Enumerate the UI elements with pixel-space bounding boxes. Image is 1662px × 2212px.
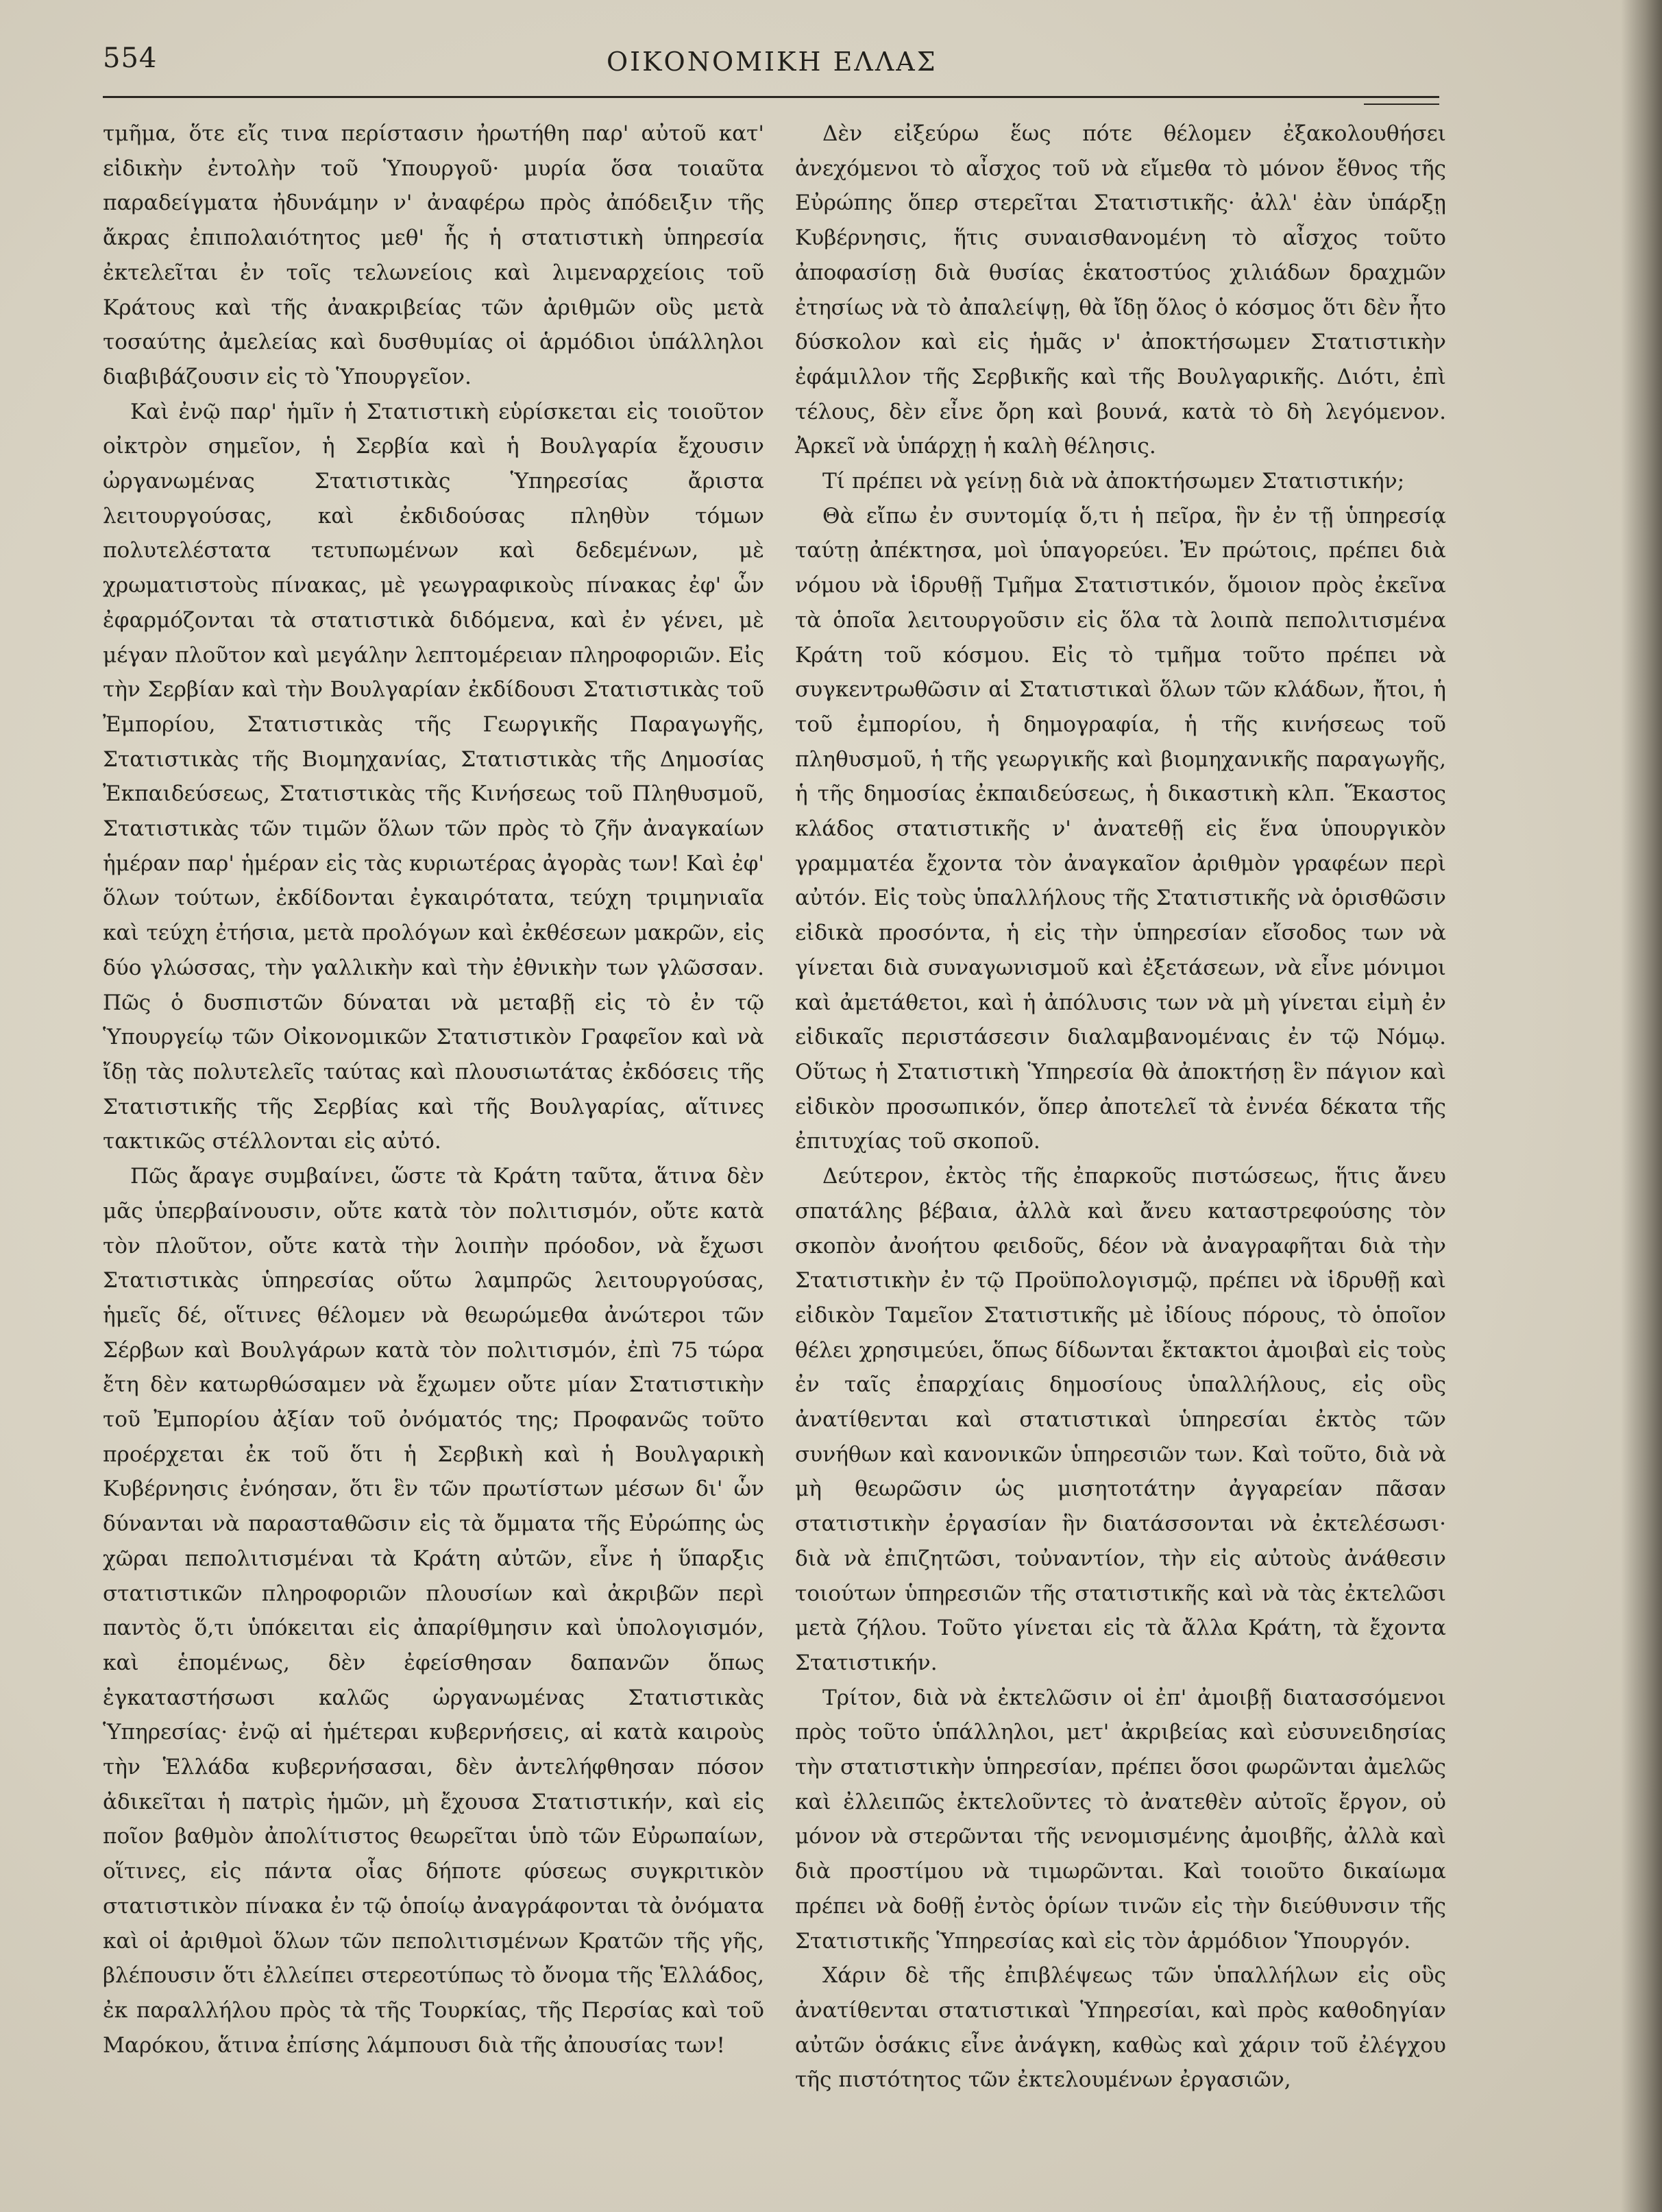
paragraph: Τρίτον, διὰ νὰ ἐκτελῶσιν οἱ ἐπ' ἀμοιβῇ διατασσόμενοι πρὸς τοῦτο ὑπάλληλοι, μετ' ἀκριβείας καὶ εὐσυνειδησίας τὴν στατιστικὴν ὑπηρεσίαν, πρέπει ὅσοι φωρῶνται ἀμελῶς καὶ ἐλλειπῶς ἐκτελοῦντες τὸ ἀνατεθὲν αὐτοῖς ἔργον, οὐ μόνον νὰ στερῶνται τῆς νενομισμένης ἀμοιβῆς, ἀλλὰ καὶ διὰ προστίμου νὰ τιμωρῶνται. Καὶ τοιοῦτο δικαίωμα πρέπει νὰ δοθῇ ἐντὸς ὁρίων τινῶν εἰς τὴν διεύθυνσιν τῆς Στατιστικῆς Ὑπηρεσίας καὶ εἰς τὸν ἁρμόδιον Ὑπουργόν. xyxy=(795,1685,1446,1954)
page-header xyxy=(103,42,1439,84)
paragraph: Τί πρέπει νὰ γείνῃ διὰ νὰ ἀποκτήσωμεν Στατιστικήν; xyxy=(822,469,1405,494)
page-gutter-shadow xyxy=(1621,0,1662,2212)
right-column xyxy=(795,117,1446,2159)
paragraph: Χάριν δὲ τῆς ἐπιβλέψεως τῶν ὑπαλλήλων εἰς οὓς ἀνατίθενται στατιστικαὶ Ὑπηρεσίαι, καὶ πρὸς καθοδηγίαν αὐτῶν ὁσάκις εἶνε ἀνάγκη, καθὼς καὶ χάριν τοῦ ἐλέγχου τῆς πιστότητος τῶν ἐκτελουμένων ἐργασιῶν, xyxy=(795,1963,1446,2093)
running-title: ΟΙΚΟΝΟΜΙΚΗ ΕΛΛΑΣ xyxy=(607,47,938,77)
left-column xyxy=(103,117,764,2159)
header-rule xyxy=(103,96,1439,98)
page-number: 554 xyxy=(103,42,158,74)
paragraph: Πῶς ἄραγε συμβαίνει, ὥστε τὰ Κράτη ταῦτα, ἅτινα δὲν μᾶς ὑπερβαίνουσιν, οὔτε κατὰ τὸν πολιτισμόν, οὔτε κατὰ τὸν πλοῦτον, οὔτε κατὰ τὴν λοιπὴν πρόοδον, νὰ ἔχωσι Στατιστικὰς ὑπηρεσίας οὕτω λαμπρῶς λειτουργούσας, ἡμεῖς δέ, οἵτινες θέλομεν νὰ θεωρώμεθα ἀνώτεροι τῶν Σέρβων καὶ Βουλγάρων κατὰ τὸν πολιτισμόν, ἐπὶ 75 τώρα ἔτη δὲν κατωρθώσαμεν νὰ ἔχωμεν οὔτε μίαν Στατιστικὴν τοῦ Ἐμπορίου ἀξίαν τοῦ ὀνόματός της; Προφανῶς τοῦτο προέρχεται ἐκ τοῦ ὅτι ἡ Σερβικὴ καὶ ἡ Βουλγαρικὴ Κυβέρνησις ἐνόησαν, ὅτι ἓν τῶν πρωτίστων μέσων δι' ὧν δύνανται νὰ παρασταθῶσιν εἰς τὰ ὄμματα τῆς Εὐρώπης ὡς χῶραι πεπολιτισμέναι τὰ Κράτη αὐτῶν, εἶνε ἡ ὕπαρξις στατιστικῶν πληροφοριῶν πλουσίων καὶ ἀκριβῶν περὶ παντὸς ὅ,τι ὑπόκειται εἰς ἀπαρίθμησιν καὶ ὑπολογισμόν, καὶ ἑπομένως, δὲν ἐφείσθησαν δαπανῶν ὅπως ἐγκαταστήσωσι καλῶς ὠργανωμένας Στατιστικὰς Ὑπηρεσίας· ἐνῷ αἱ ἡμέτεραι κυβερνήσεις, αἱ κατὰ καιροὺς τὴν Ἑλλάδα κυβερνήσασαι, δὲν ἀντελήφθησαν πόσον ἀδικεῖται ἡ πατρὶς ἡμῶν, μὴ ἔχουσα Στατιστικήν, καὶ εἰς ποῖον βαθμὸν ἀπολίτιστος θεωρεῖται ὑπὸ τῶν Εὐρωπαίων, οἵτινες, εἰς πάντα οἷας δήποτε φύσεως συγκριτικὸν στατιστικὸν πίνακα ἐν τῷ ὁποίῳ ἀναγράφονται τὰ ὀνόματα καὶ οἱ ἀριθμοὶ ὅλων τῶν πεπολιτισμένων Κρατῶν τῆς γῆς, βλέπουσιν ὅτι ἐλλείπει στερεοτύπως τὸ ὄνομα τῆς Ἑλλάδος, ἐκ παραλλήλου πρὸς τὰ τῆς Τουρκίας, τῆς Περσίας καὶ τοῦ Μαρόκου, ἅτινα ἐπίσης λάμπουσι διὰ τῆς ἀπουσίας των! xyxy=(103,1164,764,2058)
paragraph: Καὶ ἐνῷ παρ' ἡμῖν ἡ Στατιστικὴ εὑρίσκεται εἰς τοιοῦτον οἰκτρὸν σημεῖον, ἡ Σερβία καὶ ἡ Βουλγαρία ἔχουσιν ὠργανωμένας Στατιστικὰς Ὑπηρεσίας ἄριστα λειτουργούσας, καὶ ἐκδιδούσας πληθὺν τόμων πολυτελέστατα τετυπωμένων καὶ δεδεμένων, μὲ χρωματιστοὺς πίνακας, μὲ γεωγραφικοὺς πίνακας ἐφ' ὧν ἐφαρμόζονται τὰ στατιστικὰ διδόμενα, καὶ ἐν γένει, μὲ μέγαν πλοῦτον καὶ μεγάλην λεπτομέρειαν πληροφοριῶν. Εἰς τὴν Σερβίαν καὶ τὴν Βουλγαρίαν ἐκδίδουσι Στατιστικὰς τοῦ Ἐμπορίου, Στατιστικὰς τῆς Γεωργικῆς Παραγωγῆς, Στατιστικὰς τῆς Βιομηχανίας, Στατιστικὰς τῆς Δημοσίας Ἐκπαιδεύσεως, Στατιστικὰς τῆς Κινήσεως τοῦ Πληθυσμοῦ, Στατιστικὰς τῶν τιμῶν ὅλων τῶν πρὸς τὸ ζῆν ἀναγκαίων ἡμέραν παρ' ἡμέραν εἰς τὰς κυριωτέρας ἀγορὰς των! Καὶ ἐφ' ὅλων τούτων, ἐκδίδονται ἐγκαιρότατα, τεύχη τριμηνιαῖα καὶ τεύχη ἐτήσια, μετὰ προλόγων καὶ ἐκθέσεων μακρῶν, εἰς δύο γλώσσας, τὴν γαλλικὴν καὶ τὴν ἐθνικὴν των γλῶσσαν. Πῶς ὁ δυσπιστῶν δύναται νὰ μεταβῇ εἰς τὸ ἐν τῷ Ὑπουργείῳ τῶν Οἰκονομικῶν Στατιστικὸν Γραφεῖον καὶ νὰ ἴδῃ τὰς πολυτελεῖς ταύτας καὶ πλουσιωτάτας ἐκδόσεις τῆς Στατιστικῆς τῆς Σερβίας καὶ τῆς Βουλγαρίας, αἵτινες τακτικῶς στέλλονται εἰς αὐτό. xyxy=(103,399,764,1154)
paragraph: τμῆμα, ὅτε εἴς τινα περίστασιν ἠρωτήθη παρ' αὐτοῦ κατ' εἰδικὴν ἐντολὴν τοῦ Ὑπουργοῦ· μυρία ὅσα τοιαῦτα παραδείγματα ἠδυνάμην ν' ἀναφέρω πρὸς ἀπόδειξιν τῆς ἄκρας ἐπιπολαιότητος μεθ' ἧς ἡ στατιστικὴ ὑπηρεσία ἐκτελεῖται ἐν τοῖς τελωνείοις καὶ λιμεναρχείοις τοῦ Κράτους καὶ τῆς ἀνακριβείας τῶν ἀριθμῶν οὓς μετὰ τοσαύτης ἀμελείας καὶ δυσθυμίας οἱ ἁρμόδιοι ὑπάλληλοι διαβιβάζουσιν εἰς τὸ Ὑπουργεῖον. xyxy=(103,121,764,389)
paragraph: Θὰ εἴπω ἐν συντομίᾳ ὅ,τι ἡ πεῖρα, ἣν ἐν τῇ ὑπηρεσίᾳ ταύτῃ ἀπέκτησα, μοὶ ὑπαγορεύει. Ἐν πρώτοις, πρέπει διὰ νόμου νὰ ἱδρυθῇ Τμῆμα Στατιστικόν, ὅμοιον πρὸς ἐκεῖνα τὰ ὁποῖα λειτουργοῦσιν εἰς ὅλα τὰ λοιπὰ πεπολιτισμένα Κράτη τοῦ κόσμου. Εἰς τὸ τμῆμα τοῦτο πρέπει νὰ συγκεντρωθῶσιν αἱ Στατιστικαὶ ὅλων τῶν κλάδων, ἤτοι, ἡ τοῦ ἐμπορίου, ἡ δημογραφία, ἡ τῆς κινήσεως τοῦ πληθυσμοῦ, ἡ τῆς γεωργικῆς καὶ βιομηχανικῆς παραγωγῆς, ἡ τῆς δημοσίας ἐκπαιδεύσεως, ἡ δικαστικὴ κλπ. Ἕκαστος κλάδος στατιστικῆς ν' ἀνατεθῇ εἰς ἕνα ὑπουργικὸν γραμματέα ἔχοντα τὸν ἀναγκαῖον ἀριθμὸν γραφέων περὶ αὐτόν. Εἰς τοὺς ὑπαλλήλους τῆς Στατιστικῆς νὰ ὁρισθῶσιν εἰδικὰ προσόντα, ἡ εἰς τὴν ὑπηρεσίαν εἴσοδος των νὰ γίνεται διὰ συναγωνισμοῦ καὶ ἐξετάσεων, νὰ εἶνε μόνιμοι καὶ ἀμετάθετοι, καὶ ἡ ἀπόλυσις των νὰ μὴ γίνεται εἰμὴ ἐν εἰδικαῖς περιστάσεσιν διαλαμβανομέναις ἐν τῷ Νόμῳ. Οὕτως ἡ Στατιστικὴ Ὑπηρεσία θὰ ἀποκτήσῃ ἓν πάγιον καὶ εἰδικὸν προσωπικόν, ὅπερ ἀποτελεῖ τὰ ἐννέα δέκατα τῆς ἐπιτυχίας τοῦ σκοποῦ. xyxy=(795,503,1446,1154)
paragraph: Δὲν εἰξεύρω ἕως πότε θέλομεν ἐξακολουθήσει ἀνεχόμενοι τὸ αἶσχος τοῦ νὰ εἴμεθα τὸ μόνον ἔθνος τῆς Εὐρώπης ὅπερ στερεῖται Στατιστικῆς· ἀλλ' ἐὰν ὑπάρξῃ Κυβέρνησις, ἥτις συναισθανομένη τὸ αἶσχος τοῦτο ἀποφασίσῃ διὰ θυσίας ἑκατοστύος χιλιάδων δραχμῶν ἐτησίως νὰ τὸ ἀπαλείψῃ, θὰ ἴδῃ ὅλος ὁ κόσμος ὅτι δὲν ἦτο δύσκολον καὶ εἰς ἡμᾶς ν' ἀποκτήσωμεν Στατιστικὴν ἐφάμιλλον τῆς Σερβικῆς καὶ τῆς Βουλγαρικῆς. Διότι, ἐπὶ τέλους, δὲν εἶνε ὄρη καὶ βουνά, κατὰ τὸ δὴ λεγόμενον. Ἀρκεῖ νὰ ὑπάρχῃ ἡ καλὴ θέλησις. xyxy=(795,121,1446,459)
header-rule-double xyxy=(1364,104,1439,105)
paragraph: Δεύτερον, ἐκτὸς τῆς ἐπαρκοῦς πιστώσεως, ἥτις ἄνευ σπατάλης βέβαια, ἀλλὰ καὶ ἄνευ καταστρεφούσης τὸν σκοπὸν ἀνοήτου φειδοῦς, δέον νὰ ἀναγραφῆται διὰ τὴν Στατιστικὴν ἐν τῷ Προϋπολογισμῷ, πρέπει νὰ ἱδρυθῇ καὶ εἰδικὸν Ταμεῖον Στατιστικῆς μὲ ἰδίους πόρους, τὸ ὁποῖον θέλει χρησιμεύει, ὅπως δίδωνται ἔκτακτοι ἀμοιβαὶ εἰς τοὺς ἐν ταῖς ἐπαρχίαις δημοσίους ὑπαλλήλους, εἰς οὓς ἀνατίθενται καὶ στατιστικαὶ ὑπηρεσίαι ἐκτὸς τῶν συνήθων καὶ κανονικῶν ὑπηρεσιῶν των. Καὶ τοῦτο, διὰ νὰ μὴ θεωρῶσιν ὡς μισητοτάτην ἀγγαρείαν πᾶσαν στατιστικὴν ἐργασίαν ἣν διατάσσονται νὰ ἐκτελέσωσι· διὰ νὰ ἐπιζητῶσι, τοὐναντίον, τὴν εἰς αὐτοὺς ἀνάθεσιν τοιούτων ὑπηρεσιῶν τῆς στατιστικῆς καὶ νὰ τὰς ἐκτελῶσι μετὰ ζήλου. Τοῦτο γίνεται εἰς τὰ ἄλλα Κράτη, τὰ ἔχοντα Στατιστικήν. xyxy=(795,1164,1446,1675)
